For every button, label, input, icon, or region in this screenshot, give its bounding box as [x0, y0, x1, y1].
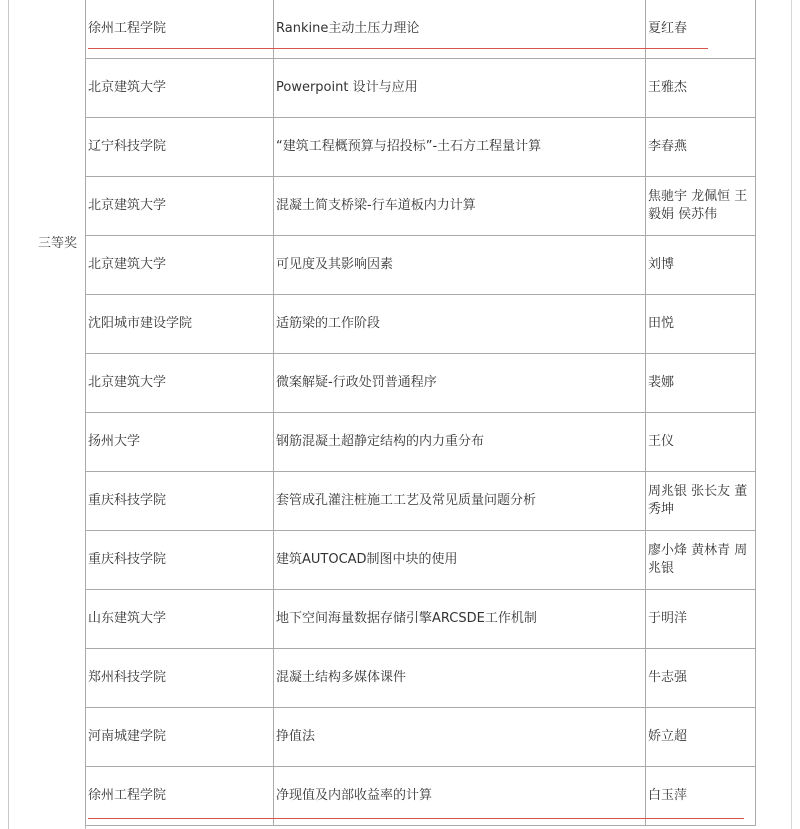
- title-cell: 建筑AUTOCAD制图中块的使用: [274, 531, 646, 590]
- school-cell: 郑州科技学院: [86, 649, 274, 708]
- title-cell: 微案解疑-行政处罚普通程序: [274, 354, 646, 413]
- author-cell: 田悦: [646, 295, 756, 354]
- table-row: [86, 590, 756, 649]
- school-cell: 北京建筑大学: [86, 59, 274, 118]
- title-cell: 适筋梁的工作阶段: [274, 295, 646, 354]
- school-cell: 山东建筑大学: [86, 590, 274, 649]
- school-cell: 徐州工程学院: [86, 0, 274, 59]
- school-cell: 北京建筑大学: [86, 177, 274, 236]
- school-cell: 扬州大学: [86, 413, 274, 472]
- school-cell: 徐州工程学院: [86, 767, 274, 826]
- school-cell: 河南城建学院: [86, 708, 274, 767]
- author-cell: 娇立超: [646, 708, 756, 767]
- title-cell: 挣值法: [274, 708, 646, 767]
- table-row: [86, 177, 756, 236]
- table-row: [86, 531, 756, 590]
- red-underline-last-row: [88, 818, 744, 819]
- author-cell: 牛志强: [646, 649, 756, 708]
- table-row: [86, 354, 756, 413]
- page-border-right: [791, 0, 792, 829]
- author-cell: 王雅杰: [646, 59, 756, 118]
- title-cell: 地下空间海量数据存储引擎ARCSDE工作机制: [274, 590, 646, 649]
- table-row: [86, 118, 756, 177]
- school-cell: 重庆科技学院: [86, 531, 274, 590]
- author-cell: 李春燕: [646, 118, 756, 177]
- table-outer-border-left: [8, 0, 9, 829]
- title-cell: Powerpoint 设计与应用: [274, 59, 646, 118]
- author-cell: 廖小烽 黄林青 周兆银: [646, 531, 756, 590]
- school-cell: 北京建筑大学: [86, 354, 274, 413]
- table-row: [86, 236, 756, 295]
- table-row: [86, 59, 756, 118]
- author-cell: 周兆银 张长友 董秀坤: [646, 472, 756, 531]
- table-row: [86, 0, 756, 59]
- author-cell: 白玉萍: [646, 767, 756, 826]
- table-row: [86, 413, 756, 472]
- title-cell: 混凝土简支桥梁-行车道板内力计算: [274, 177, 646, 236]
- award-level-label: 三等奖: [38, 236, 78, 251]
- title-cell: 可见度及其影响因素: [274, 236, 646, 295]
- award-table: [85, 0, 756, 826]
- author-cell: 夏红春: [646, 0, 756, 59]
- school-cell: 辽宁科技学院: [86, 118, 274, 177]
- red-underline-first-row: [88, 48, 708, 49]
- table-row: [86, 295, 756, 354]
- table-row: [86, 767, 756, 826]
- title-cell: 钢筋混凝土超静定结构的内力重分布: [274, 413, 646, 472]
- school-cell: 重庆科技学院: [86, 472, 274, 531]
- author-cell: 裴娜: [646, 354, 756, 413]
- author-cell: 于明洋: [646, 590, 756, 649]
- title-cell: 混凝土结构多媒体课件: [274, 649, 646, 708]
- title-cell: 套管成孔灌注桩施工工艺及常见质量问题分析: [274, 472, 646, 531]
- author-cell: 刘博: [646, 236, 756, 295]
- author-cell: 王仪: [646, 413, 756, 472]
- author-cell: 焦驰宇 龙佩恒 王毅娟 侯苏伟: [646, 177, 756, 236]
- school-cell: 沈阳城市建设学院: [86, 295, 274, 354]
- title-cell: Rankine主动土压力理论: [274, 0, 646, 59]
- table-row: [86, 472, 756, 531]
- title-cell: 净现值及内部收益率的计算: [274, 767, 646, 826]
- table-row: [86, 708, 756, 767]
- table-row: [86, 649, 756, 708]
- title-cell: “建筑工程概预算与招投标”-土石方工程量计算: [274, 118, 646, 177]
- school-cell: 北京建筑大学: [86, 236, 274, 295]
